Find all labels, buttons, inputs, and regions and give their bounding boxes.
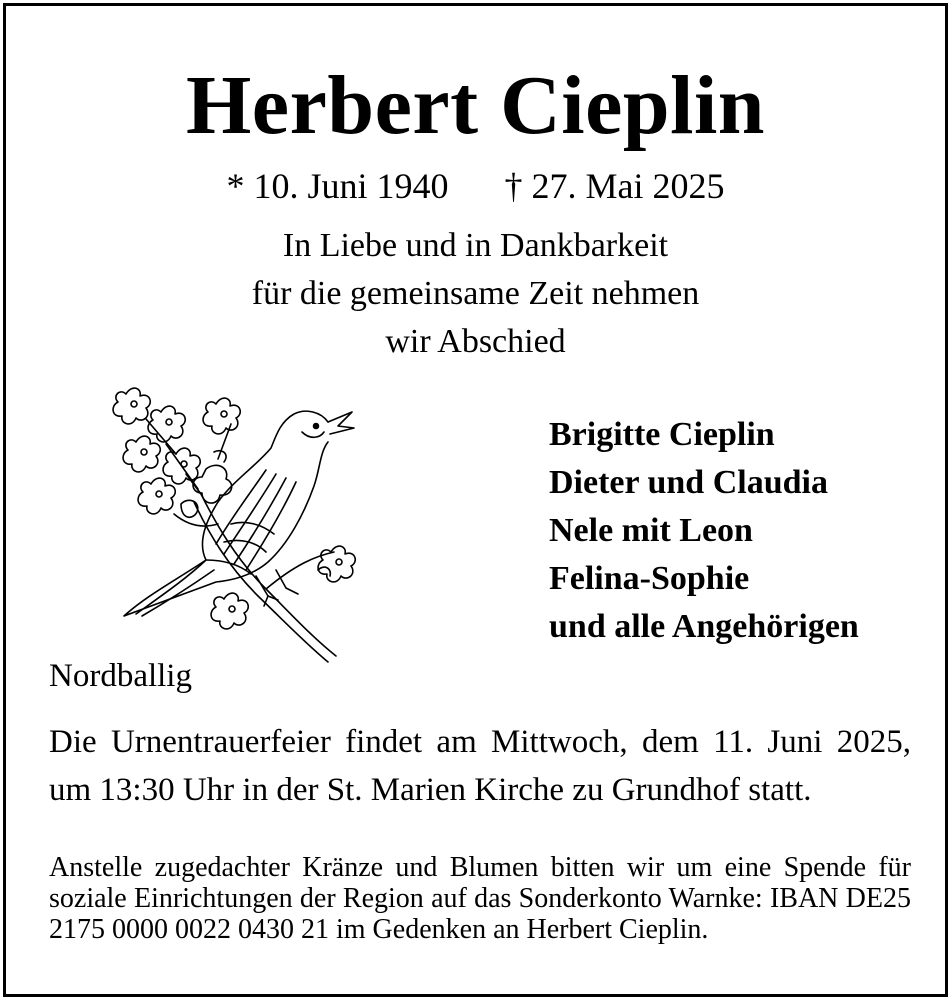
ceremony-info: Die Urnentrauerfeier findet am Mittwoch, dem 11. Juni 2025, um 13:30 Uhr in der St. Marien Kirche zu Grundhof statt. bbox=[49, 724, 911, 808]
place-name: Nordballig bbox=[49, 658, 192, 694]
life-dates bbox=[6, 164, 945, 208]
farewell-line: wir Abschied bbox=[385, 323, 566, 360]
farewell-line: In Liebe und in Dankbarkeit bbox=[282, 227, 669, 264]
obituary-notice bbox=[3, 3, 948, 997]
mourner-name: Felina-Sophie bbox=[549, 560, 750, 597]
mourner-name: Nele mit Leon bbox=[549, 512, 753, 549]
donation-note: Anstelle zugedachter Kränze und Blumen bitten wir um eine Spende für soziale Einrichtungen der Region auf das Sonderkonto Warnke: IBAN DE25 2175 0000 0022 0430 21 im Gedenken an Herbert Cieplin. bbox=[49, 852, 911, 945]
mourners-list bbox=[549, 411, 859, 651]
deceased-name: Herbert Cieplin bbox=[185, 59, 766, 152]
mourner-name: Dieter und Claudia bbox=[549, 464, 828, 501]
songbird-on-blossom-branch-icon bbox=[106, 374, 376, 664]
death-date: † 27. Mai 2025 bbox=[504, 166, 725, 206]
mourner-name: und alle Angehörigen bbox=[549, 608, 859, 645]
birth-date: * 10. Juni 1940 bbox=[226, 166, 449, 206]
farewell-text bbox=[6, 222, 945, 366]
mourner-name: Brigitte Cieplin bbox=[549, 416, 775, 453]
farewell-line: für die gemeinsame Zeit nehmen bbox=[251, 275, 700, 312]
